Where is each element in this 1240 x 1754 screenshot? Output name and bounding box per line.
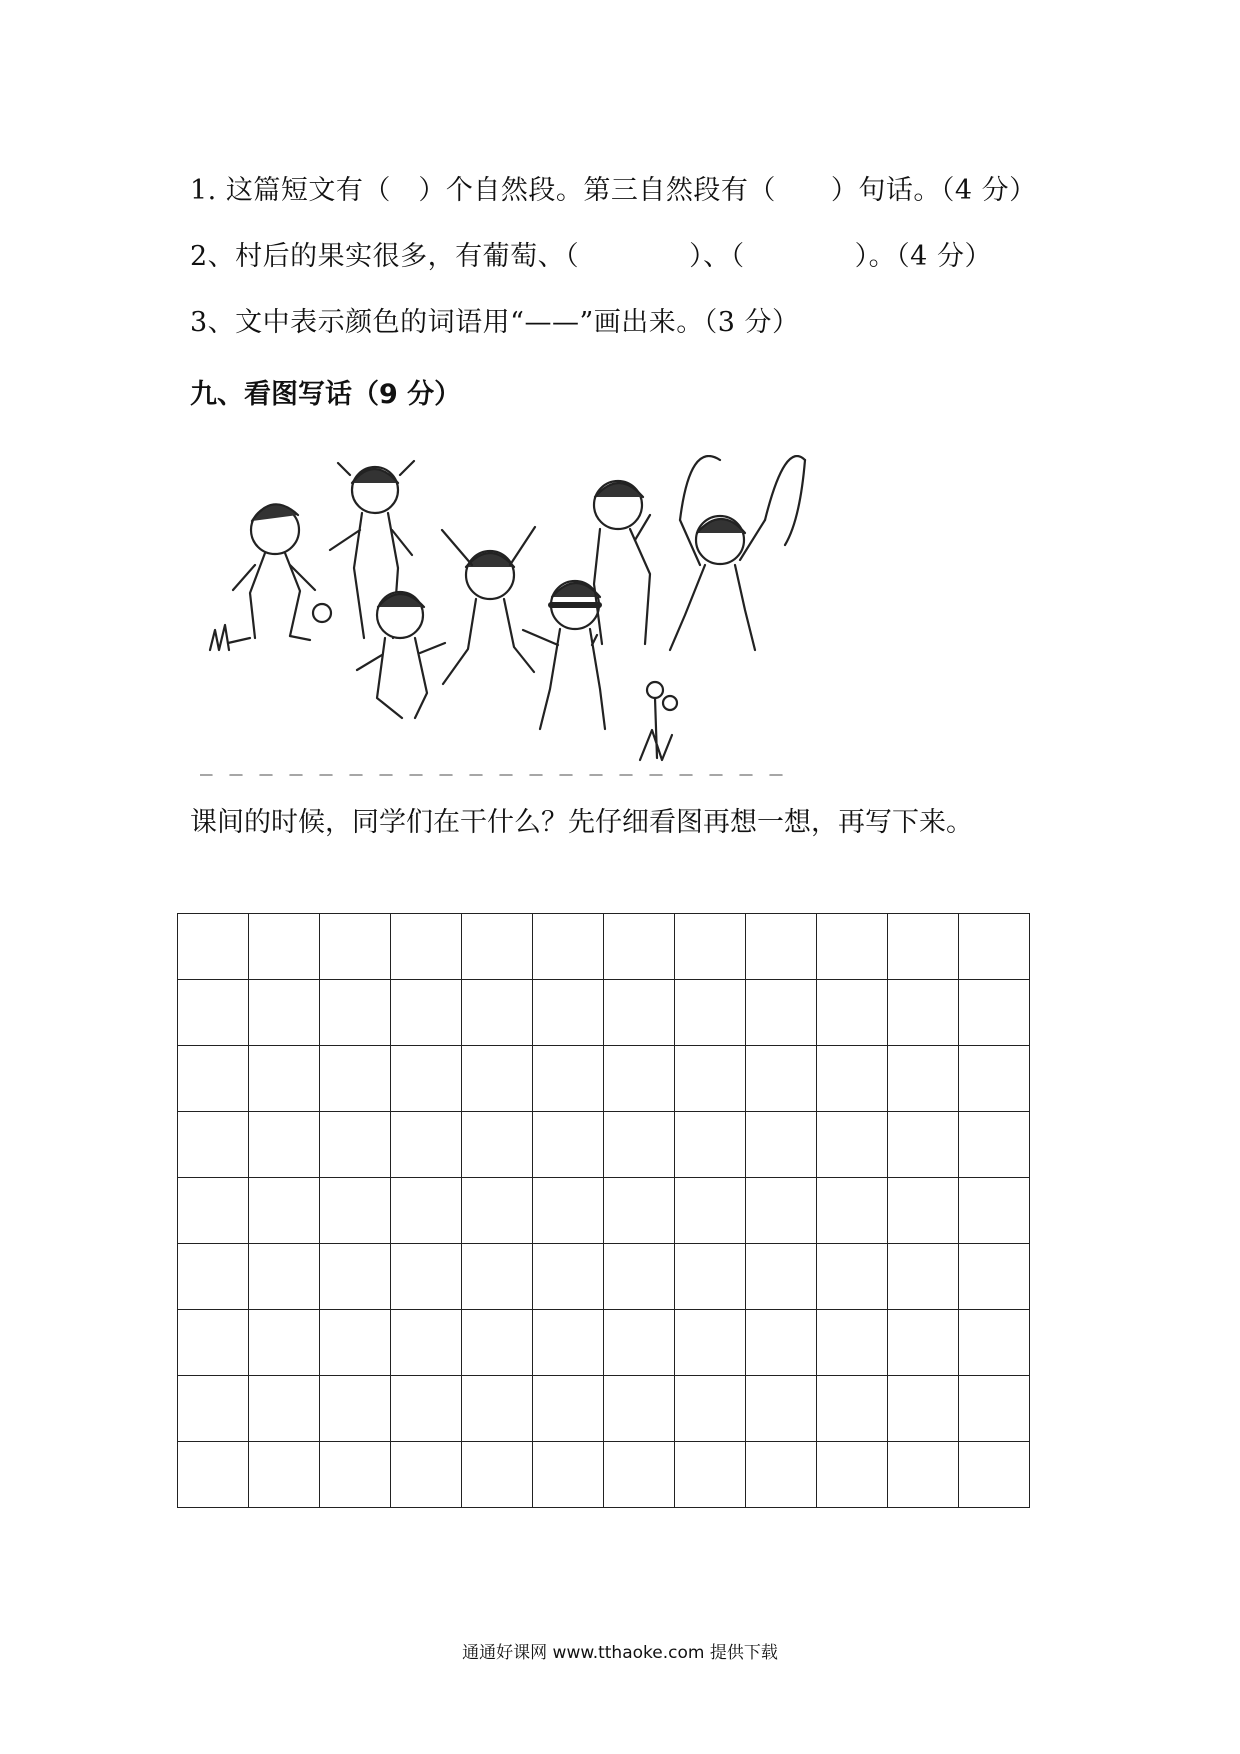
grid-cell[interactable] bbox=[178, 1310, 249, 1376]
grid-cell[interactable] bbox=[959, 914, 1030, 980]
kid-bouncing-ball bbox=[228, 504, 331, 643]
grid-cell[interactable] bbox=[959, 1310, 1030, 1376]
grid-cell[interactable] bbox=[817, 1112, 888, 1178]
grid-cell[interactable] bbox=[391, 1442, 462, 1508]
grid-cell[interactable] bbox=[249, 1310, 320, 1376]
grid-cell[interactable] bbox=[462, 1046, 533, 1112]
grid-row bbox=[178, 1112, 1030, 1178]
grid-cell[interactable] bbox=[178, 980, 249, 1046]
grid-cell[interactable] bbox=[604, 914, 675, 980]
grid-cell[interactable] bbox=[675, 1046, 746, 1112]
grid-cell[interactable] bbox=[746, 1442, 817, 1508]
grid-cell[interactable] bbox=[959, 1112, 1030, 1178]
grid-cell[interactable] bbox=[533, 1112, 604, 1178]
grid-cell[interactable] bbox=[533, 1046, 604, 1112]
grid-cell[interactable] bbox=[320, 914, 391, 980]
grid-cell[interactable] bbox=[888, 1112, 959, 1178]
grid-cell[interactable] bbox=[533, 1376, 604, 1442]
grid-cell[interactable] bbox=[249, 1178, 320, 1244]
grid-cell[interactable] bbox=[249, 1442, 320, 1508]
grid-cell[interactable] bbox=[249, 1376, 320, 1442]
grid-cell[interactable] bbox=[320, 1112, 391, 1178]
grid-cell[interactable] bbox=[817, 980, 888, 1046]
grid-row bbox=[178, 980, 1030, 1046]
grid-cell[interactable] bbox=[178, 1442, 249, 1508]
grid-row bbox=[178, 1310, 1030, 1376]
grid-cell[interactable] bbox=[320, 1046, 391, 1112]
grid-cell[interactable] bbox=[746, 914, 817, 980]
grid-cell[interactable] bbox=[959, 1178, 1030, 1244]
grid-cell[interactable] bbox=[462, 1376, 533, 1442]
grid-cell[interactable] bbox=[462, 914, 533, 980]
kid-blindfolded bbox=[523, 581, 605, 729]
grid-cell[interactable] bbox=[604, 1178, 675, 1244]
grid-cell[interactable] bbox=[604, 1112, 675, 1178]
grass-and-flower bbox=[210, 625, 677, 760]
grid-cell[interactable] bbox=[675, 1442, 746, 1508]
kid-girl-crouching bbox=[357, 592, 445, 718]
grid-cell[interactable] bbox=[462, 1442, 533, 1508]
grid-cell[interactable] bbox=[462, 1310, 533, 1376]
grid-cell[interactable] bbox=[817, 1376, 888, 1442]
grid-cell[interactable] bbox=[817, 914, 888, 980]
grid-cell[interactable] bbox=[675, 1310, 746, 1376]
grid-cell[interactable] bbox=[391, 1244, 462, 1310]
kid-boy-standing bbox=[594, 481, 650, 644]
grid-cell[interactable] bbox=[817, 1046, 888, 1112]
grid-row bbox=[178, 1178, 1030, 1244]
grid-cell[interactable] bbox=[888, 1178, 959, 1244]
grid-cell[interactable] bbox=[249, 1046, 320, 1112]
grid-cell[interactable] bbox=[888, 1244, 959, 1310]
grid-cell[interactable] bbox=[675, 1178, 746, 1244]
grid-cell[interactable] bbox=[320, 1244, 391, 1310]
grid-cell[interactable] bbox=[746, 1376, 817, 1442]
grid-cell[interactable] bbox=[746, 1112, 817, 1178]
grid-cell[interactable] bbox=[959, 980, 1030, 1046]
grid-cell[interactable] bbox=[320, 980, 391, 1046]
grid-cell[interactable] bbox=[746, 980, 817, 1046]
footer-credit: 通通好课网 www.tthaoke.com 提供下载 bbox=[462, 1643, 778, 1663]
grid-cell[interactable] bbox=[391, 980, 462, 1046]
grid-cell[interactable] bbox=[391, 1178, 462, 1244]
grid-cell[interactable] bbox=[533, 1310, 604, 1376]
grid-cell[interactable] bbox=[249, 1112, 320, 1178]
grid-cell[interactable] bbox=[391, 1310, 462, 1376]
writing-prompt: 课间的时候，同学们在干什么？先仔细看图再想一想，再写下来。 bbox=[190, 807, 973, 838]
grid-cell[interactable] bbox=[533, 914, 604, 980]
grid-cell[interactable] bbox=[888, 980, 959, 1046]
grid-cell[interactable] bbox=[533, 1442, 604, 1508]
grid-cell[interactable] bbox=[178, 1178, 249, 1244]
grid-cell[interactable] bbox=[817, 1178, 888, 1244]
grid-cell[interactable] bbox=[533, 980, 604, 1046]
grid-cell[interactable] bbox=[604, 1376, 675, 1442]
grid-cell[interactable] bbox=[746, 1046, 817, 1112]
writing-grid[interactable] bbox=[177, 913, 1030, 1508]
grid-cell[interactable] bbox=[604, 1310, 675, 1376]
grid-cell[interactable] bbox=[533, 1178, 604, 1244]
children-playing-illustration bbox=[200, 455, 890, 780]
grid-cell[interactable] bbox=[959, 1376, 1030, 1442]
grid-cell[interactable] bbox=[249, 1244, 320, 1310]
grid-cell[interactable] bbox=[178, 1244, 249, 1310]
question-3: 3、文中表示颜色的词语用“——”画出来。（3 分） bbox=[190, 307, 800, 338]
grid-cell[interactable] bbox=[178, 1046, 249, 1112]
grid-cell[interactable] bbox=[675, 1244, 746, 1310]
grid-row bbox=[178, 914, 1030, 980]
grid-cell[interactable] bbox=[675, 980, 746, 1046]
grid-cell[interactable] bbox=[959, 1442, 1030, 1508]
grid-cell[interactable] bbox=[320, 1178, 391, 1244]
question-1: 1. 这篇短文有（ ）个自然段。第三自然段有（ ）句话。（4 分） bbox=[190, 175, 1037, 206]
grid-cell[interactable] bbox=[959, 1244, 1030, 1310]
grid-cell[interactable] bbox=[462, 980, 533, 1046]
grid-cell[interactable] bbox=[746, 1310, 817, 1376]
kid-jump-rope bbox=[670, 456, 805, 650]
grid-cell[interactable] bbox=[817, 1442, 888, 1508]
grid-cell[interactable] bbox=[604, 1046, 675, 1112]
grid-cell[interactable] bbox=[888, 1046, 959, 1112]
grid-cell[interactable] bbox=[675, 1376, 746, 1442]
grid-cell[interactable] bbox=[533, 1244, 604, 1310]
grid-cell[interactable] bbox=[604, 1442, 675, 1508]
grid-cell[interactable] bbox=[959, 1046, 1030, 1112]
grid-cell[interactable] bbox=[888, 914, 959, 980]
grid-cell[interactable] bbox=[675, 914, 746, 980]
grid-cell[interactable] bbox=[888, 1442, 959, 1508]
grid-cell[interactable] bbox=[320, 1310, 391, 1376]
grid-cell[interactable] bbox=[178, 1112, 249, 1178]
grid-cell[interactable] bbox=[817, 1310, 888, 1376]
grid-cell[interactable] bbox=[746, 1178, 817, 1244]
grid-cell[interactable] bbox=[320, 1442, 391, 1508]
grid-cell[interactable] bbox=[462, 1112, 533, 1178]
grid-cell[interactable] bbox=[462, 1244, 533, 1310]
grid-cell[interactable] bbox=[391, 1046, 462, 1112]
grid-row bbox=[178, 1376, 1030, 1442]
grid-cell[interactable] bbox=[604, 1244, 675, 1310]
grid-cell[interactable] bbox=[675, 1112, 746, 1178]
question-2: 2、村后的果实很多，有葡萄、（ ）、（ ）。（4 分） bbox=[190, 241, 992, 272]
grid-cell[interactable] bbox=[817, 1244, 888, 1310]
grid-cell[interactable] bbox=[178, 1376, 249, 1442]
kid-boy-hands-up bbox=[442, 527, 535, 684]
grid-cell[interactable] bbox=[888, 1376, 959, 1442]
grid-row bbox=[178, 1046, 1030, 1112]
grid-cell[interactable] bbox=[462, 1178, 533, 1244]
grid-row bbox=[178, 1244, 1030, 1310]
grid-cell[interactable] bbox=[746, 1244, 817, 1310]
section-title: 九、看图写话（9 分） bbox=[190, 379, 462, 410]
grid-cell[interactable] bbox=[391, 1376, 462, 1442]
grid-cell[interactable] bbox=[249, 914, 320, 980]
grid-row bbox=[178, 1442, 1030, 1508]
grid-cell[interactable] bbox=[391, 1112, 462, 1178]
grid-cell[interactable] bbox=[391, 914, 462, 980]
grid-cell[interactable] bbox=[178, 914, 249, 980]
grid-cell[interactable] bbox=[320, 1376, 391, 1442]
grid-cell[interactable] bbox=[604, 980, 675, 1046]
grid-cell[interactable] bbox=[249, 980, 320, 1046]
grid-cell[interactable] bbox=[888, 1310, 959, 1376]
